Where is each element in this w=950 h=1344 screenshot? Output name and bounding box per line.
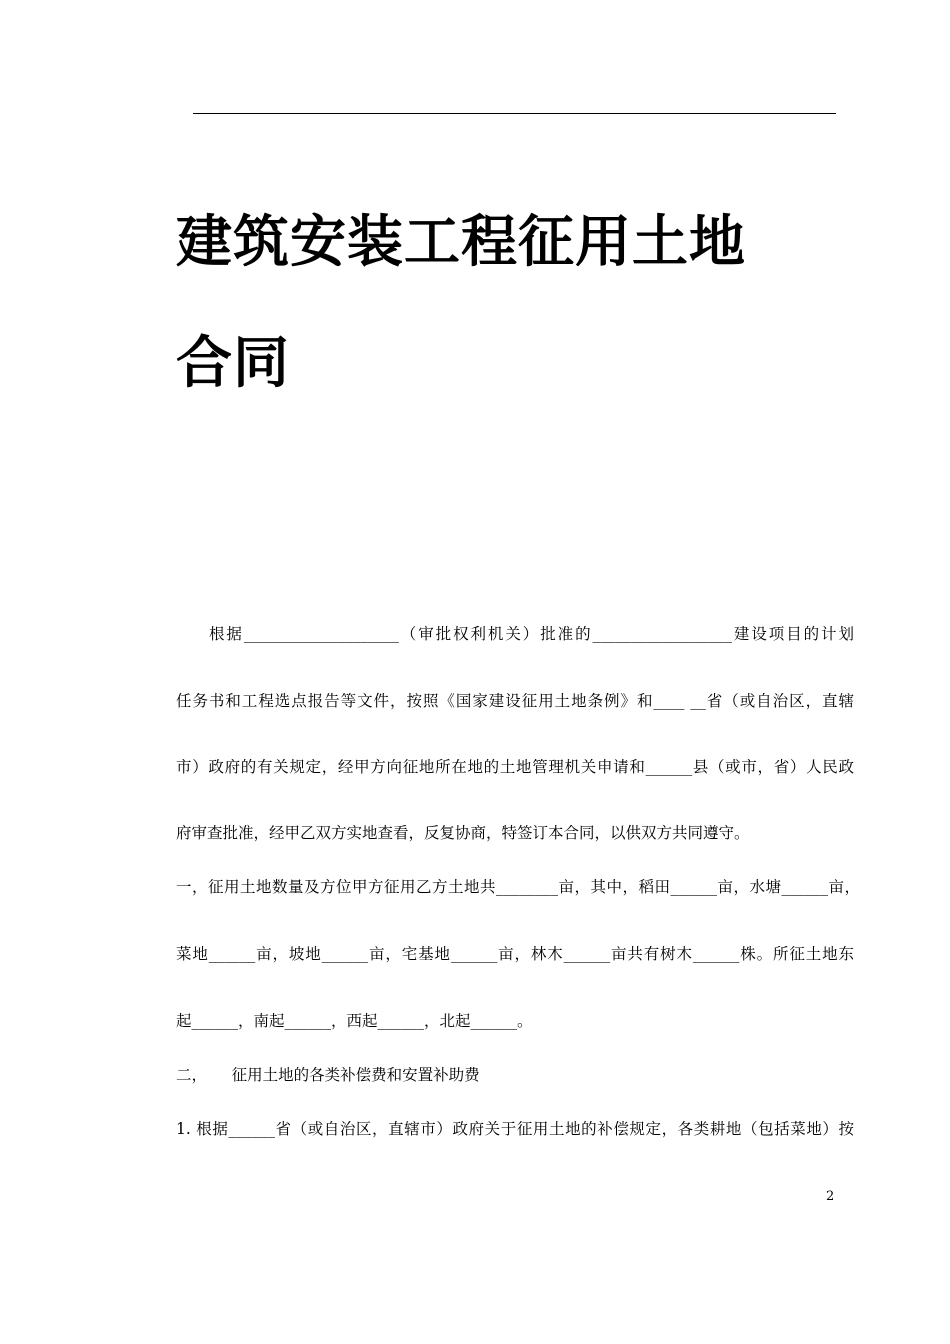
header-rule <box>193 113 836 114</box>
section-heading-2: 二， 征用土地的各类补偿费和安置补助费 <box>176 1066 480 1084</box>
page-number: 2 <box>826 1189 835 1204</box>
body-line-1: 根据____________________（审批权利机关）批准的__________________建设项目的计划 <box>209 625 854 643</box>
body-line-9: 1. 根据______省（或自治区，直辖市）政府关于征用土地的补偿规定，各类耕地（包括菜地）按 <box>176 1120 854 1138</box>
body-line-2: 任务书和工程选点报告等文件，按照《国家建设征用土地条例》和____ __省（或自治区，直辖 <box>176 692 854 710</box>
document-title-line-1: 建筑安装工程征用土地 <box>176 210 746 275</box>
body-line-6: 菜地______亩，坡地______亩，宅基地______亩，林木______亩共有树木______株。所征土地东 <box>176 945 854 963</box>
body-line-3: 市）政府的有关规定，经甲方向征地所在地的土地管理机关申请和______县（或市，省）人民政 <box>176 758 854 776</box>
body-line-5: 一，征用土地数量及方位甲方征用乙方土地共________亩，其中，稻田______亩，水塘______亩， <box>176 878 860 896</box>
body-line-4: 府审查批准，经甲乙双方实地查看，反复协商，特签订本合同，以供双方共同遵守。 <box>176 824 750 842</box>
document-title-line-2: 合同 <box>176 331 290 396</box>
body-line-7: 起______，南起______，西起______，北起______。 <box>176 1012 533 1030</box>
